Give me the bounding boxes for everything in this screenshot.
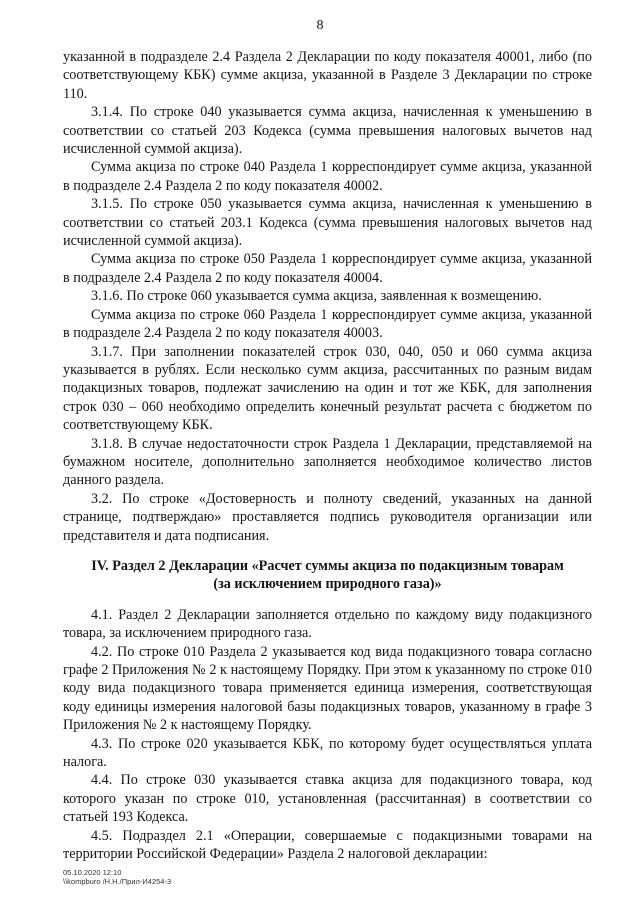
paragraph: 3.2. По строке «Достоверность и полноту сведений, указанных на данной странице, подтверждаю» проставляется подпись руководителя организации или представителя и дата подписания. [63,490,592,544]
footer-filepath: \\kompburo /Н.Н./Прил-И4254-3 [63,877,172,886]
paragraph: 4.4. По строке 030 указывается ставка акциза для подакцизного товара, код которого указан по строке 010, установленная (рассчитанная) в соответствии со статьей 193 Кодекса. [63,772,592,826]
section-heading-line1: IV. Раздел 2 Декларации «Расчет суммы акциза по подакцизным товарам [91,557,564,574]
page-number: 8 [316,18,324,33]
paragraph: Сумма акциза по строке 060 Раздела 1 корреспондирует сумме акциза, указанной в подразделе 2.4 Раздела 2 по коду показателя 40003. [63,306,592,342]
paragraph: 4.3. По строке 020 указывается КБК, по которому будет осуществляться уплата налога. [63,735,592,771]
paragraph: Сумма акциза по строке 050 Раздела 1 корреспондирует сумме акциза, указанной в подразделе 2.4 Раздела 2 по коду показателя 40004. [63,251,592,286]
paragraphs-after [63,606,592,864]
paragraph: 4.1. Раздел 2 Декларации заполняется отдельно по каждому виду подакцизного товара, за исключением природного газа. [63,606,592,642]
section-heading-line2: (за исключением природного газа)» [213,576,442,593]
paragraphs-before [63,48,592,545]
paragraph: 3.1.4. По строке 040 указывается сумма акциза, начисленная к уменьшению в соответствии со статьей 203 Кодекса (сумма превышения налоговых вычетов над исчисленной суммой акциза). [63,104,592,158]
paragraph: 3.1.8. В случае недостаточности строк Раздела 1 Декларации, представляемой на бумажном носителе, дополнительно заполняется необходимое количество листов данного раздела. [63,435,592,489]
footer-timestamp: 05.10.2020 12:10 [63,868,122,877]
paragraph: 4.5. Подраздел 2.1 «Операции, совершаемые с подакцизными товарами на территории Российской Федерации» Раздела 2 налоговой декларации: [63,827,592,863]
paragraph: 3.1.7. При заполнении показателей строк 030, 040, 050 и 060 сумма акциза указывается в рублях. Если несколько сумм акциза, рассчитанных по разным видам подакцизных товаров, подлежат зачислению на один и тот же КБК, для заполнения строк 030 – 060 необходимо определить конечный результат расчета с бюджетом по соответствующему КБК. [63,343,592,434]
paragraph: 3.1.6. По строке 060 указывается сумма акциза, заявленная к возмещению. [91,288,542,305]
paragraph: 3.1.5. По строке 050 указывается сумма акциза, начисленная к уменьшению в соответствии со статьей 203.1 Кодекса (сумма превышения налоговых вычетов над исчисленной суммой акциза). [63,196,592,250]
paragraph: 4.2. По строке 010 Раздела 2 указывается код вида подакцизного товара согласно графе 2 Приложения № 2 к настоящему Порядку. При этом к указанному по строке 010 коду вида подакцизного товара применяется единица измерения, соответствующая коду единицы измерения налоговой базы подакцизных товаров, указанному в графе 3 Приложения № 2 к настоящему Порядку. [63,643,592,734]
section-heading [63,557,592,594]
document-body [63,48,592,863]
paragraph: указанной в подразделе 2.4 Раздела 2 Декларации по коду показателя 40001, либо (по соответствующему КБК) сумме акциза, указанной в Разделе 3 Декларации по строке 110. [63,49,592,102]
paragraph: Сумма акциза по строке 040 Раздела 1 корреспондирует сумме акциза, указанной в подразделе 2.4 Раздела 2 по коду показателя 40002. [63,159,592,194]
footer [63,868,171,886]
